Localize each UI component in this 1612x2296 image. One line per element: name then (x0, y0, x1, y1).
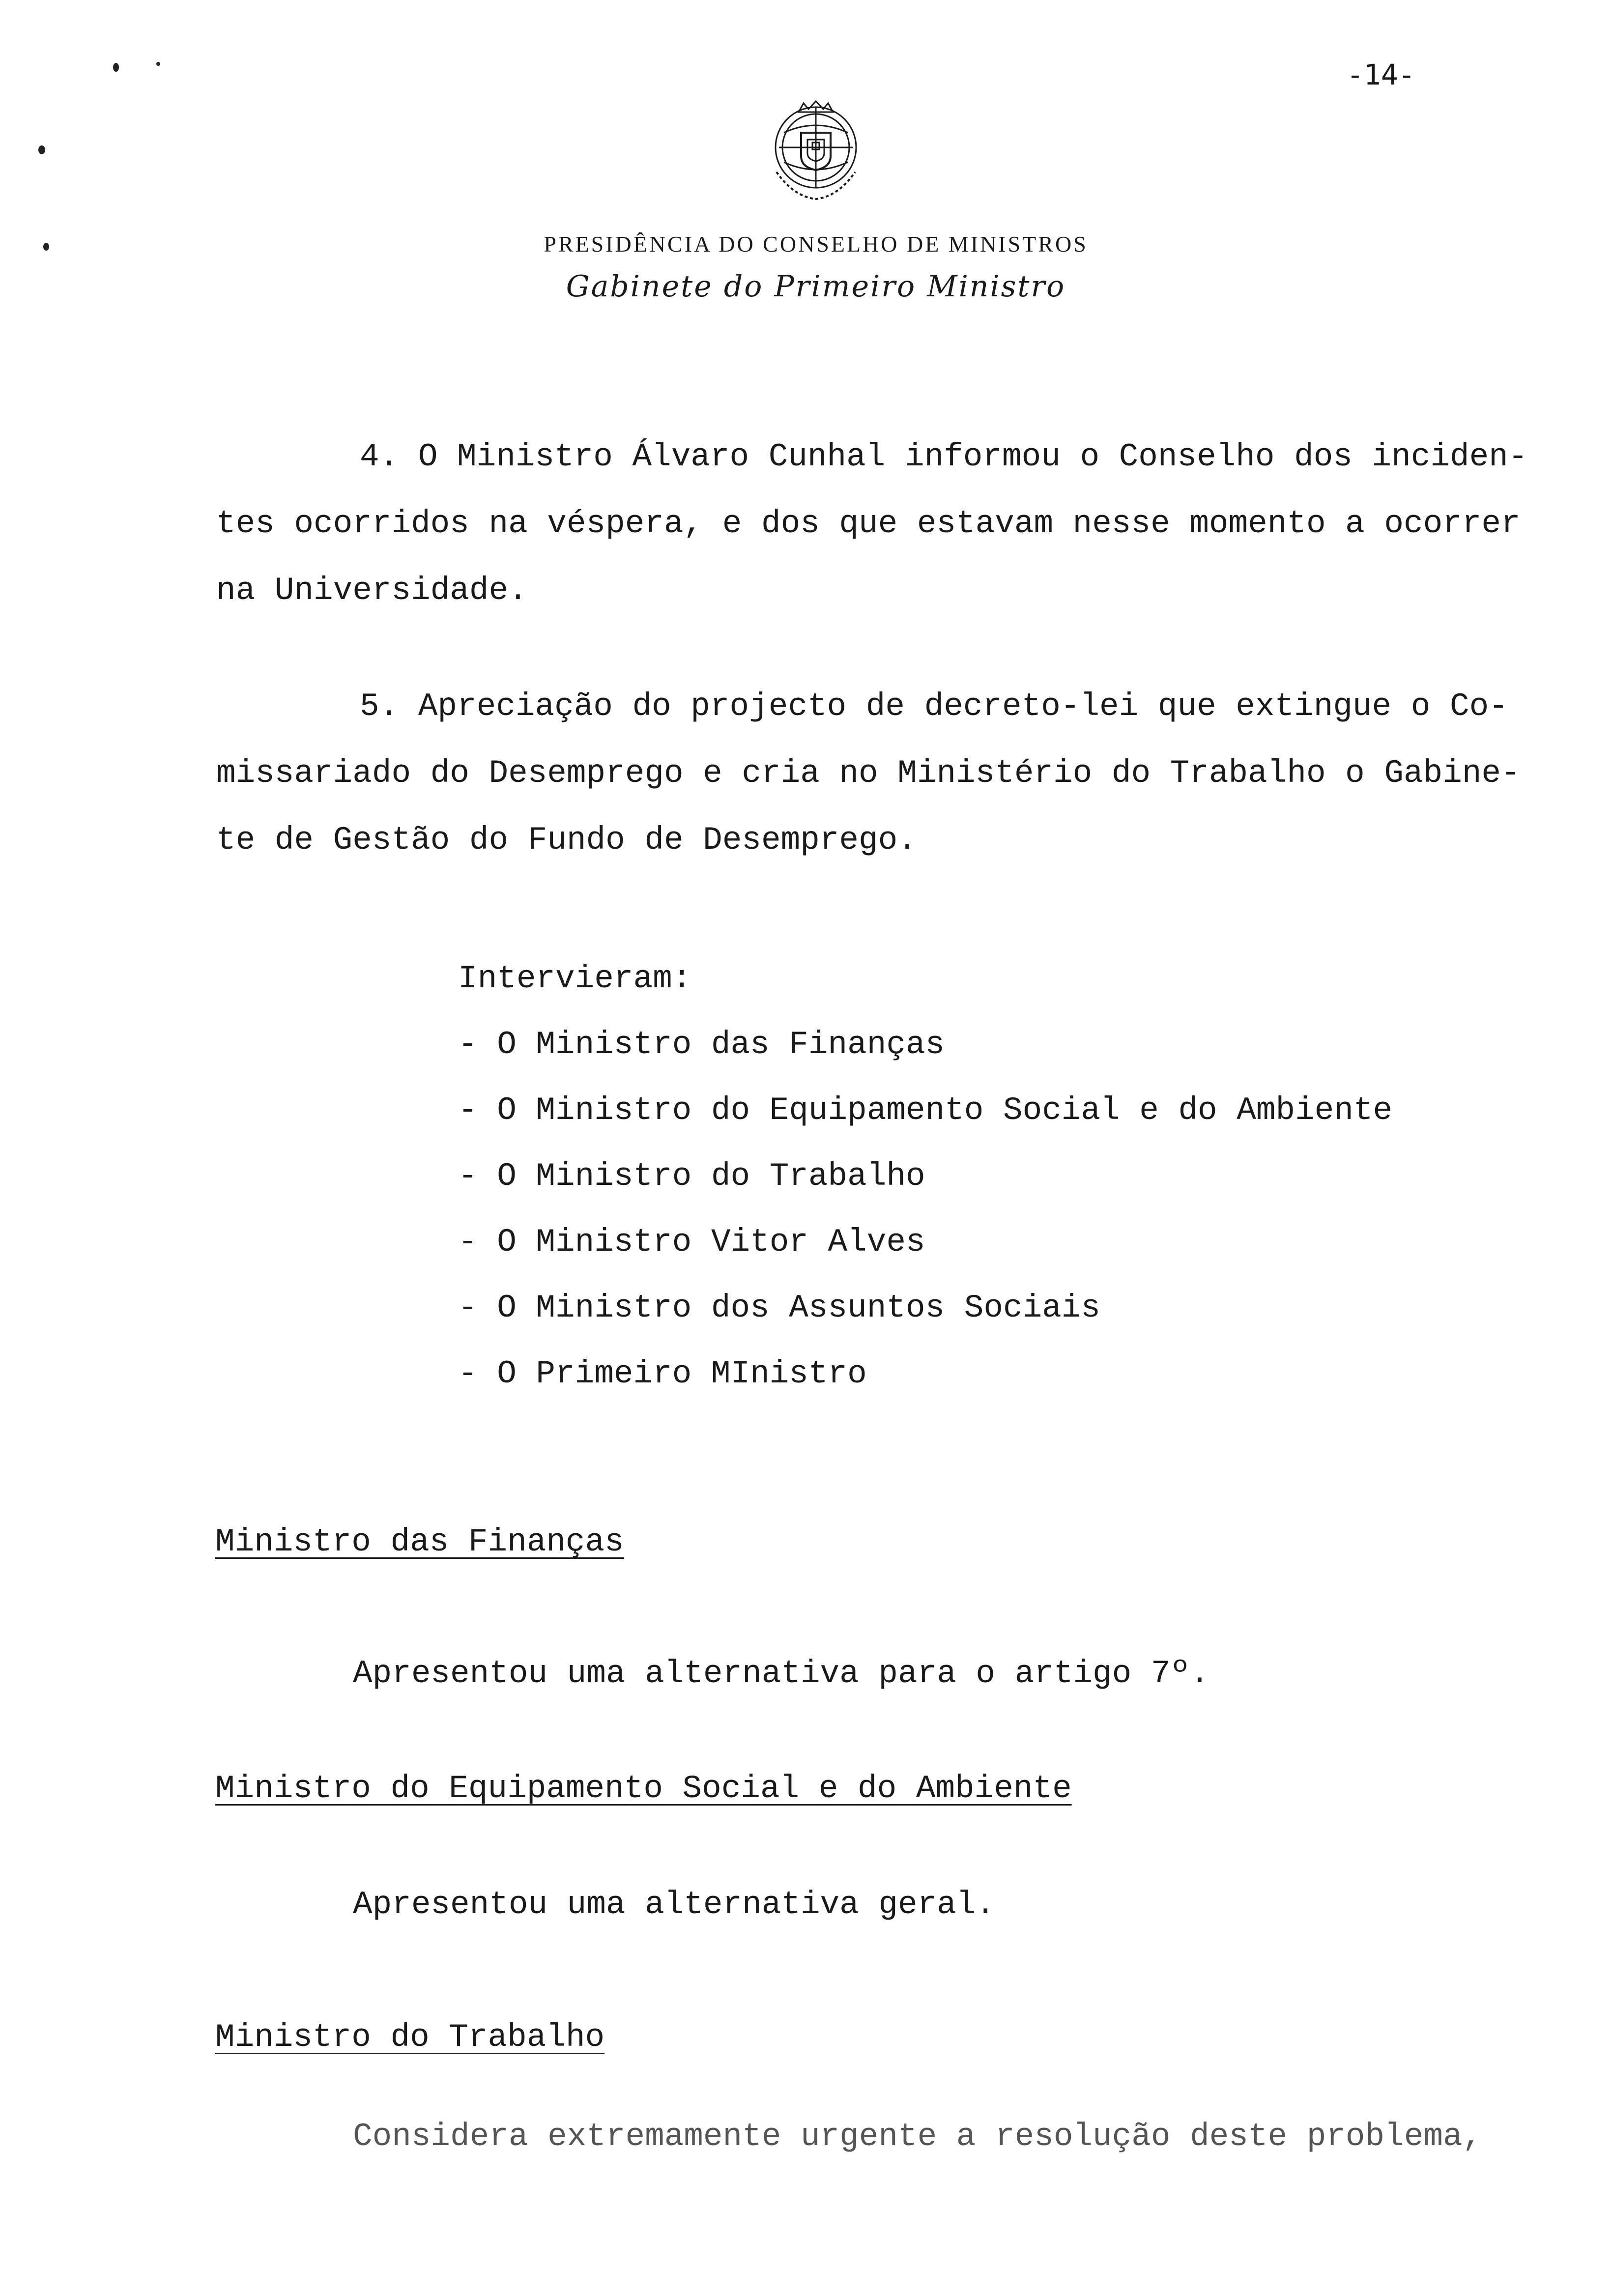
item-4-paragraph (216, 424, 1543, 624)
list-item: - O Ministro dos Assuntos Sociais (458, 1290, 1101, 1326)
section-text: Apresentou uma alternativa geral. (353, 1886, 996, 1923)
page-number: -14- (1347, 58, 1415, 91)
scan-speck (43, 243, 49, 251)
scan-speck (113, 63, 119, 72)
section-heading: Ministro das Finanças (215, 1523, 624, 1560)
paragraph-line: te de Gestão do Fundo de Desemprego. (216, 822, 917, 859)
intervenors-title: Intervieram: (458, 960, 692, 997)
scan-speck (156, 62, 160, 66)
paragraph-line: missariado do Desemprego e cria no Ministério do Trabalho o Gabine- (216, 755, 1521, 792)
item-5-paragraph (216, 673, 1543, 874)
paragraph-line: 4. O Ministro Álvaro Cunhal informou o Conselho dos inciden- (360, 438, 1528, 475)
paragraph-line: na Universidade. (216, 572, 528, 609)
scan-speck (38, 145, 45, 154)
list-item: - O Ministro do Equipamento Social e do Ambiente (458, 1092, 1393, 1129)
paragraph-line: 5. Apreciação do projecto de decreto-lei que extingue o Co- (360, 688, 1508, 725)
portuguese-coat-of-arms-icon (764, 98, 867, 204)
paragraph-line: tes ocorridos na véspera, e dos que estavam nesse momento a ocorrer (216, 505, 1521, 542)
list-item: - O Ministro das Finanças (458, 1026, 945, 1063)
list-item: - O Ministro do Trabalho (458, 1158, 925, 1195)
header-cabinet: Gabinete do Primeiro Ministro (566, 269, 1066, 304)
section-text: Apresentou uma alternativa para o artigo 7º. (353, 1655, 1209, 1692)
section-text: Considera extremamente urgente a resolução deste problema, (353, 2118, 1482, 2155)
section-heading: Ministro do Trabalho (215, 2019, 605, 2056)
header-organization: PRESIDÊNCIA DO CONSELHO DE MINISTROS (544, 231, 1088, 257)
list-item: - O Primeiro MInistro (458, 1355, 867, 1392)
list-item: - O Ministro Vitor Alves (458, 1224, 925, 1261)
section-heading: Ministro do Equipamento Social e do Ambiente (215, 1770, 1072, 1807)
intervenors-list (458, 946, 1392, 1407)
